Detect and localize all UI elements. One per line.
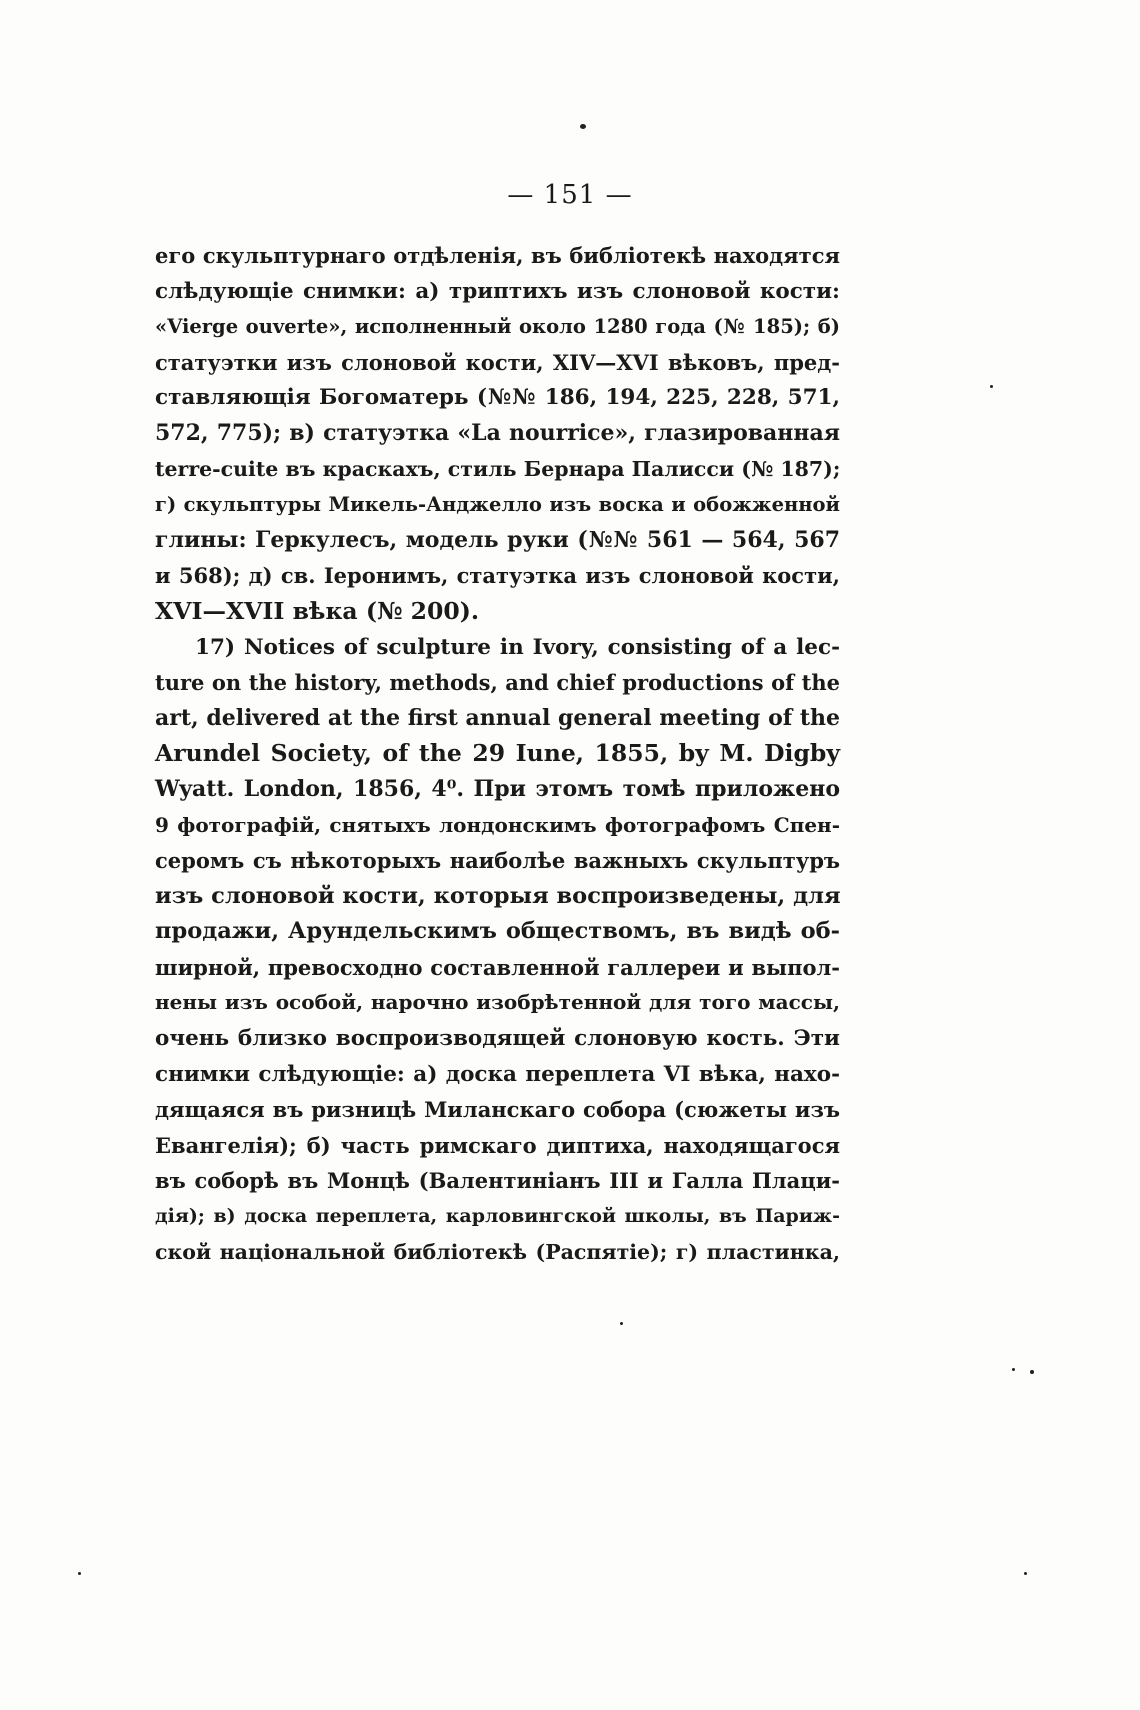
text-line: серомъ съ нѣкоторыхъ наиболѣе важныхъ скульптуръ — [155, 848, 840, 874]
text-line: слѣдующіе снимки: а) триптихъ изъ слоновой кости: — [155, 278, 840, 304]
text-line: ставляющія Богоматерь (№№ 186, 194, 225, 228, 571, — [155, 385, 840, 411]
ink-speck — [990, 385, 993, 388]
text-line: ской національной библіотекѣ (Распятіе); г) пластинка, — [155, 1239, 840, 1264]
ink-speck — [580, 124, 586, 129]
text-line: въ соборѣ въ Монцѣ (Валентиніанъ III и Галла Плаци- — [155, 1168, 840, 1194]
text-line: Arundel Society, of the 29 Iune, 1855, by M. Digby — [155, 739, 840, 768]
text-line: продажи, Арундельскимъ обществомъ, въ видѣ об- — [155, 918, 840, 945]
text-line: изъ слоновой кости, которыя воспроизведены, для — [155, 882, 841, 909]
text-line: terre-cuite въ краскахъ, стиль Бернара Палисси (№ 187); — [155, 456, 841, 481]
ink-speck — [1030, 1370, 1034, 1374]
text-line: дящаяся въ ризницѣ Миланскаго собора (сюжеты изъ — [155, 1097, 840, 1123]
ink-speck — [1024, 1572, 1027, 1575]
text-line: Wyatt. London, 1856, 4⁰. При этомъ томѣ приложено — [155, 775, 840, 802]
ink-speck — [78, 1572, 81, 1575]
text-line: 9 фотографій, снятыхъ лондонскимъ фотографомъ Спен- — [155, 812, 840, 837]
text-line: нены изъ особой, нарочно изобрѣтенной для того массы, — [155, 990, 840, 1015]
text-line: глины: Геркулесъ, модель руки (№№ 561 — 564, 567 — [155, 526, 840, 553]
text-line: его скульптурнаго отдѣленія, въ библіотекѣ находятся — [155, 243, 840, 268]
text-line: очень близко воспроизводящей слоновую кость. Эти — [155, 1026, 840, 1052]
text-line: Евангелія); б) часть римскаго диптиха, находящагося — [155, 1132, 840, 1158]
text-line: снимки слѣдующіе: а) доска переплета VI вѣка, нахо- — [155, 1061, 840, 1087]
ink-speck — [1012, 1368, 1015, 1371]
text-line: 572, 775); в) статуэтка «La nourrice», глазированная — [155, 419, 840, 446]
text-line: и 568); д) св. Іеронимъ, статуэтка изъ слоновой кости, — [155, 563, 840, 589]
body-text — [155, 238, 840, 1270]
text-line: дія); в) доска переплета, карловингской школы, въ Париж- — [155, 1205, 840, 1228]
text-line: 17) Notices of sculpture in Ivory, consisting of a lec- — [195, 634, 840, 660]
text-line: ширной, превосходно составленной галлереи и выпол- — [155, 954, 840, 980]
ink-speck — [620, 1322, 623, 1325]
text-line: статуэтки изъ слоновой кости, XIV—XVI вѣковъ, пред- — [155, 349, 840, 375]
text-line: XVI—XVII вѣка (№ 200). — [155, 596, 480, 625]
text-line: «Vierge ouverte», исполненный около 1280 года (№ 185); б) — [155, 315, 840, 339]
text-line: art, delivered at the first annual general meeting of the — [155, 704, 841, 731]
page-number: — 151 — — [507, 180, 633, 210]
text-line: ture on the history, methods, and chief productions of the — [155, 670, 840, 696]
text-line: г) скульптуры Микель-Анджелло изъ воска и обожженной — [155, 493, 840, 517]
